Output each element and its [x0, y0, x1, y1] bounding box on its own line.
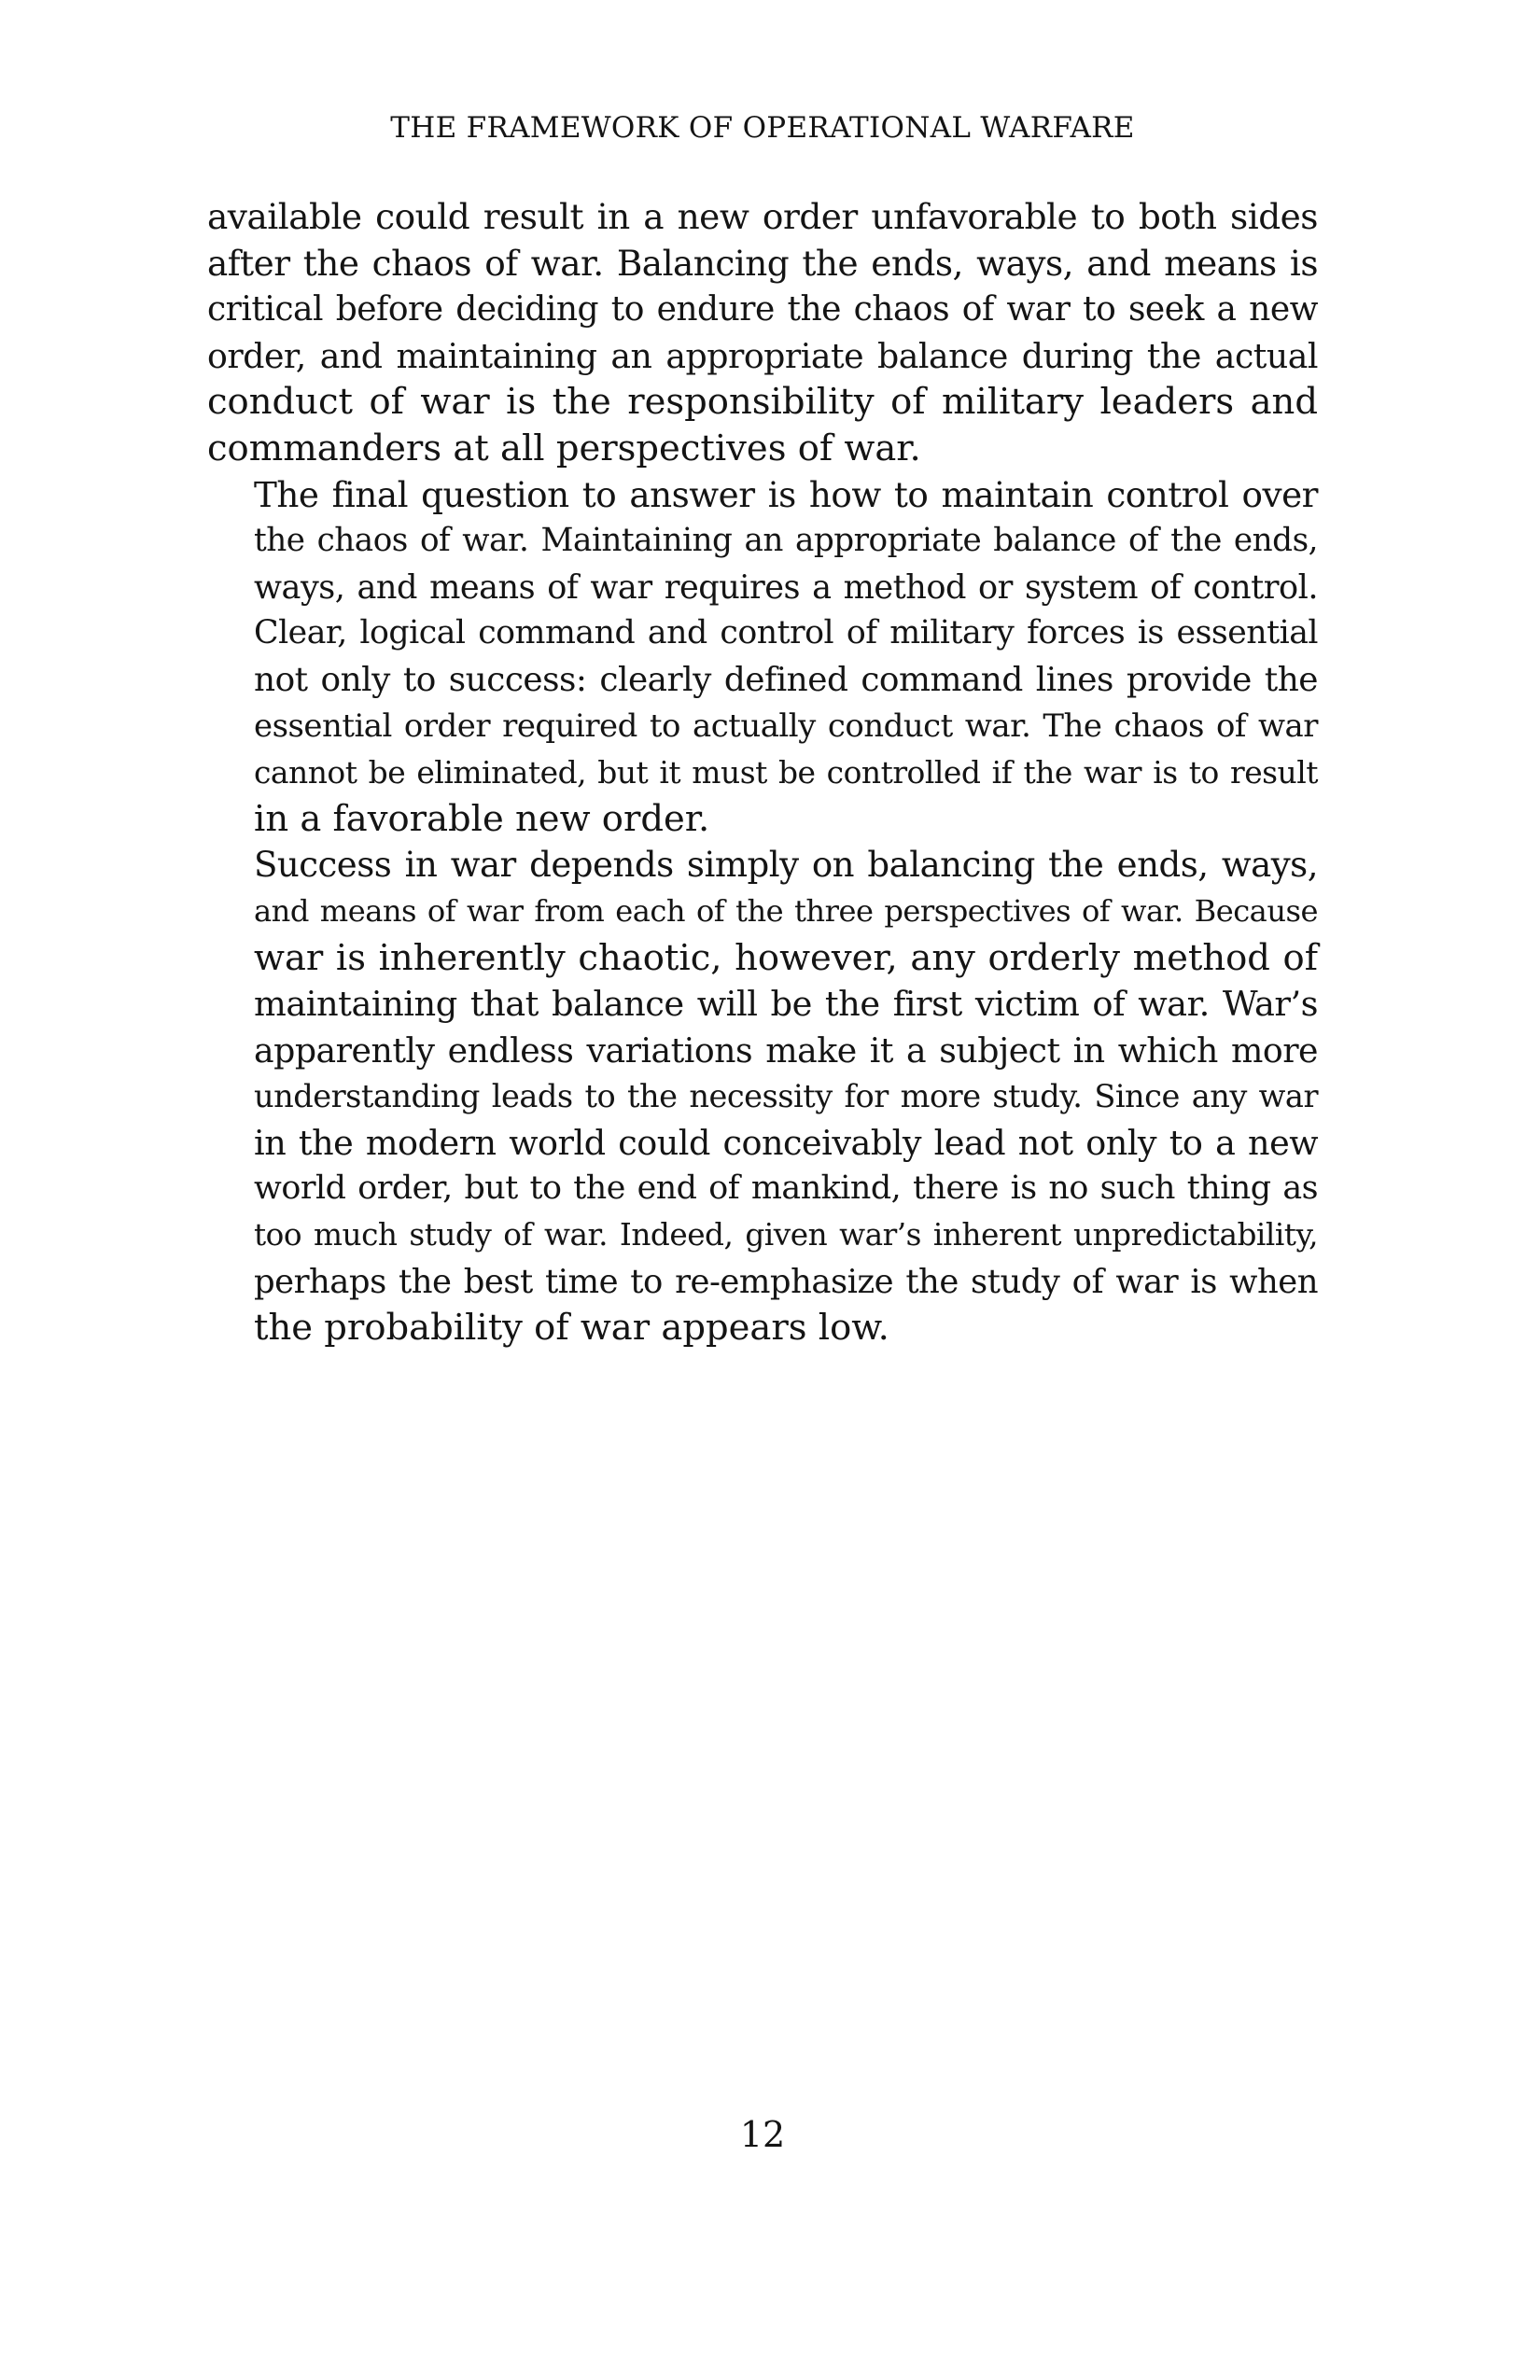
paragraph-2 [207, 472, 1318, 843]
body-text [207, 194, 1318, 1351]
page-number: 12 [739, 2114, 786, 2155]
text-line: understanding leads to the necessity for more study. Since any war [254, 1078, 1318, 1115]
text-line: maintaining that balance will be the first victim of war. War’s [254, 984, 1318, 1025]
text-line: and means of war from each of the three perspectives of war. Because [254, 892, 1318, 929]
text-line: war is inherently chaotic, however, any orderly method of [254, 936, 1318, 979]
text-line: commanders at all perspectives of war. [207, 427, 921, 469]
text-line: in the modern world could conceivably lead not only to a new [254, 1122, 1318, 1163]
text-line: essential order required to actually conduct war. The chaos of war [254, 707, 1318, 745]
text-line: apparently endless variations make it a subject in which more [254, 1029, 1318, 1071]
text-line: not only to success: clearly defined command lines provide the [254, 660, 1318, 699]
text-line: the probability of war appears low. [254, 1307, 889, 1350]
text-line: Success in war depends simply on balancing the ends, ways, [254, 845, 1318, 886]
text-line: conduct of war is the responsibility of military leaders and [207, 381, 1318, 424]
text-line: too much study of war. Indeed, given war’s inherent unpredictability, [254, 1217, 1318, 1253]
text-line: world order, but to the end of mankind, there is no such thing as [254, 1169, 1318, 1208]
text-line: the chaos of war. Maintaining an appropriate balance of the ends, [254, 522, 1318, 560]
paragraph-1 [207, 194, 1318, 472]
text-line: perhaps the best time to re-emphasize the study of war is when [254, 1262, 1318, 1301]
running-head: THE FRAMEWORK OF OPERATIONAL WARFARE [390, 111, 1135, 145]
text-line: ways, and means of war requires a method or system of control. [254, 567, 1318, 607]
text-line: after the chaos of war. Balancing the ends, ways, and means is [207, 242, 1318, 284]
text-line: The final question to answer is how to maintain control over [254, 473, 1318, 515]
text-line: available could result in a new order unfavorable to both sides [207, 196, 1318, 237]
text-line: critical before deciding to endure the chaos of war to seek a new [207, 290, 1318, 329]
paragraph-3 [207, 842, 1318, 1351]
text-line: in a favorable new order. [254, 797, 710, 840]
text-line: order, and maintaining an appropriate balance during the actual [207, 335, 1318, 376]
text-line: Clear, logical command and control of military forces is essential [254, 614, 1318, 652]
text-line: cannot be eliminated, but it must be controlled if the war is to result [254, 754, 1318, 791]
